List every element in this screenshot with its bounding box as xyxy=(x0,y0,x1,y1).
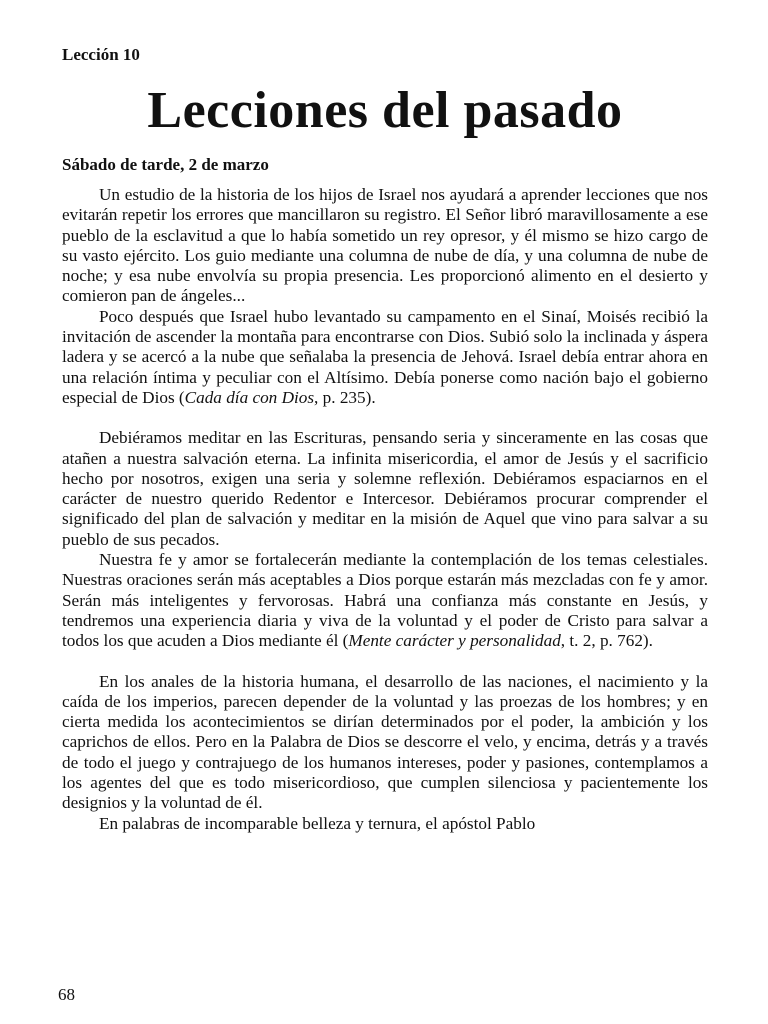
citation-ref: , t. 2, p. 762). xyxy=(560,631,653,651)
page-title: Lecciones del pasado xyxy=(147,82,623,139)
paragraph-1 xyxy=(62,185,708,307)
paragraph-text: Poco después que Israel hubo levantado su campamento en el Sinaí, Moisés recibió la invitación de ascender la montaña para encontrarse con Dios. Subió solo la inclinada y áspera ladera y se acercó a la nube que señalaba la presencia de Jehová. Israel debía entrar ahora en una relación íntima y peculiar con el Altísimo. Debía ponerse como nación bajo el gobierno especial de Dios ( xyxy=(62,306,708,407)
citation-title: Mente carácter y personalidad xyxy=(348,631,561,651)
paragraph-5 xyxy=(62,672,708,814)
paragraph-text: Un estudio de la historia de los hijos de Israel nos ayudará a aprender lecciones que nos evitarán repetir los errores que mancillaron su registro. El Señor libró maravillosamente a ese pueblo de la esclavitud a que lo había sometido un rey opresor, y él mismo se hizo cargo de su vasto ejército. Los guio mediante una columna de nube de día, y una columna de nube de noche; y esa nube envolvía su propia presencia. Les proporcionó alimento en el desierto y comieron pan de ángeles... xyxy=(62,185,708,306)
page-number: 68 xyxy=(58,985,75,1004)
lesson-label: Lección 10 xyxy=(62,45,140,64)
date-subtitle: Sábado de tarde, 2 de marzo xyxy=(62,155,269,174)
paragraph-6 xyxy=(62,814,708,834)
citation-ref: , p. 235). xyxy=(314,387,376,407)
body-text xyxy=(62,185,708,834)
paragraph-2 xyxy=(62,307,708,408)
paragraph-3 xyxy=(62,428,708,550)
paragraph-text: Debiéramos meditar en las Escrituras, pensando seria y sinceramente en las cosas que atañen a nuestra salvación eterna. La infinita misericordia, el amor de Jesús y el sacrificio hecho por nosotros, exigen una seria y solemne reflexión. Debiéramos espaciarnos en el carácter de nuestro querido Redentor e Intercesor. Debiéramos procurar comprender el significado del plan de salvación y meditar en la misión de Aquel que vino para salvar a su pueblo de sus pecados. xyxy=(62,428,708,549)
citation-title: Cada día con Dios xyxy=(184,387,315,407)
paragraph-text: En palabras de incomparable belleza y ternura, el apóstol Pablo xyxy=(99,813,536,833)
paragraph-4 xyxy=(62,550,708,651)
paragraph-text: En los anales de la historia humana, el desarrollo de las naciones, el nacimiento y la caída de los imperios, parecen depender de la voluntad y las proezas de los hombres; y en cierta medida los acontecimientos se dirían determinados por el poder, la ambición y los caprichos de ellos. Pero en la Palabra de Dios se descorre el velo, y encima, detrás y a través de todo el juego y contrajuego de los humanos intereses, poder y pasiones, contemplamos a los agentes del que es todo misericordioso, que cumplen silenciosa y pacientemente los designios y la voluntad de él. xyxy=(62,671,708,813)
paragraph-text: Nuestra fe y amor se fortalecerán mediante la contemplación de los temas celestiales. Nuestras oraciones serán más aceptables a Dios porque estarán más mezcladas con fe y amor. Serán más inteligentes y fervorosas. Habrá una confianza más constante en Jesús, y tendremos una experiencia diaria y viva de la voluntad y el poder de Cristo para salvar a todos los que acuden a Dios mediante él ( xyxy=(62,550,708,651)
